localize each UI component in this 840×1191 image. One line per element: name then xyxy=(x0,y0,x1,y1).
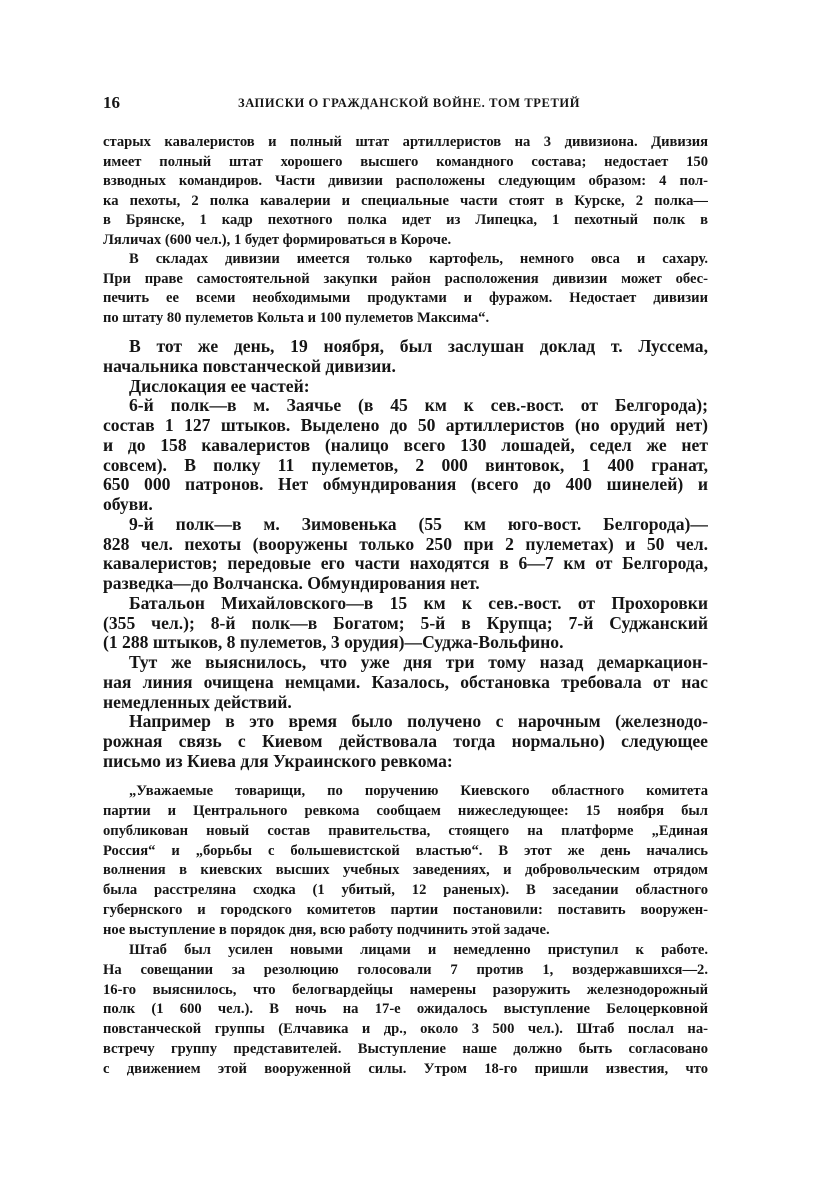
running-title: ЗАПИСКИ О ГРАЖДАНСКОЙ ВОЙНЕ. ТОМ ТРЕТИЙ xyxy=(238,96,581,110)
text-line: губернского и городского комитетов партии постановили: поставить вооружен- xyxy=(103,902,708,919)
text-line: 16-го выяснилось, что белогвардейцы намерены разоружить железнодорожный xyxy=(103,981,708,998)
text-line: (1 288 штыков, 8 пулеметов, 3 орудия)—Суджа-Вольфино. xyxy=(103,633,564,653)
paragraph xyxy=(103,515,708,594)
text-line: Например в это время было получено с нарочным (железнодо- xyxy=(129,712,708,732)
paragraph xyxy=(103,712,708,771)
text-line: начальника повстанческой дивизии. xyxy=(103,356,396,376)
text-line: повстанческой группы (Елчавика и др., около 3 500 чел.). Штаб послал на- xyxy=(103,1021,708,1038)
text-line: немедленных действий. xyxy=(103,692,292,712)
paragraph xyxy=(103,941,708,1080)
text-line: старых кавалеристов и полный штат артиллеристов на 3 дивизиона. Дивизия xyxy=(103,134,708,150)
text-line: В тот же день, 19 ноября, был заслушан доклад т. Луссема, xyxy=(129,337,708,356)
paragraph xyxy=(103,337,708,377)
text-line: 9-й полк—в м. Зимовенька (55 км юго-вост. Белгорода)— xyxy=(129,514,708,534)
paragraph xyxy=(103,594,708,653)
text-line: Россия“ и „борьбы с большевистской властью“. В этот же день начались xyxy=(103,842,708,859)
paragraph xyxy=(103,782,708,941)
text-line: Тут же выяснилось, что уже дня три тому назад демаркацион- xyxy=(129,653,708,672)
text-line: и до 158 кавалеристов (налицо всего 130 лошадей, седел же нет xyxy=(103,435,708,455)
text-line: совсем). В полку 11 пулеметов, 2 000 винтовок, 1 400 гранат, xyxy=(103,455,708,475)
text-line: разведка—до Волчанска. Обмундирования нет. xyxy=(103,574,480,593)
text-line: 6-й полк—в м. Заячье (в 45 км к сев.-вост. от Белгорода); xyxy=(129,396,708,416)
text-line: взводных командиров. Части дивизии расположены следующим образом: 4 пол- xyxy=(103,173,708,189)
text-line: встречу группу представителей. Выступление наше должно быть согласовано xyxy=(103,1041,708,1058)
text-line: ное выступление в порядок дня, всю работу подчинить этой задаче. xyxy=(103,922,550,939)
text-line: письмо из Киева для Украинского ревкома: xyxy=(103,751,453,771)
paragraph xyxy=(103,133,708,250)
body-section-division-report xyxy=(103,133,708,328)
page-number: 16 xyxy=(103,93,120,112)
text-line: 650 000 патронов. Нет обмундирования (всего до 400 шинелей) и xyxy=(103,475,708,495)
text-line: по штату 80 пулеметов Кольта и 100 пулеметов Максима“. xyxy=(103,309,490,326)
text-line: При праве самостоятельной закупки район расположения дивизии может обес- xyxy=(103,270,708,287)
text-line: опубликован новый состав правительства, стоящего на платформе „Единая xyxy=(103,822,708,839)
text-line: обуви. xyxy=(103,495,153,514)
text-line: „Уважаемые товарищи, по поручению Киевского областного комитета xyxy=(129,783,708,799)
paragraph xyxy=(103,377,708,397)
text-line: (355 чел.); 8-й полк—в Богатом; 5-й в Крупца; 7-й Суджанский xyxy=(103,613,708,633)
text-line: печить ее всеми необходимыми продуктами и фуражом. Недостает дивизии xyxy=(103,290,708,306)
text-line: Батальон Михайловского—в 15 км к сев.-вост. от Прохоровки xyxy=(129,593,708,613)
text-line: 828 чел. пехоты (вооружены только 250 при 2 пулеметах) и 50 чел. xyxy=(103,534,708,554)
text-line: Ляличах (600 чел.), 1 будет формироваться в Короче. xyxy=(103,231,452,248)
body-section-dislocation xyxy=(103,337,708,772)
text-line: кавалеристов; передовые его части находятся в 6—7 км от Белгорода, xyxy=(103,554,708,574)
paragraph xyxy=(103,250,708,328)
text-line: в Брянске, 1 кадр пехотного полка идет из Липецка, 1 пехотный полк в xyxy=(103,212,708,228)
text-line: партии и Центрального ревкома сообщаем нижеследующее: 15 ноября был xyxy=(103,802,708,819)
text-line: На совещании за резолюцию голосовали 7 против 1, воздержавшихся—2. xyxy=(103,961,708,978)
text-line: состав 1 127 штыков. Выделено до 50 артиллеристов (но орудий нет) xyxy=(103,416,708,435)
text-line: ная линия очищена немцами. Казалось, обстановка требовала от нас xyxy=(103,672,708,692)
text-line: полк (1 600 чел.). В ночь на 17-е ожидалось выступление Белоцерковной xyxy=(103,1001,708,1018)
body-section-kiev-letter xyxy=(103,782,708,1080)
text-line: была расстреляна сходка (1 убитый, 12 раненых). В заседании областного xyxy=(103,882,708,899)
text-line: рожная связь с Киевом действовала тогда нормально) следующее xyxy=(103,732,708,751)
text-line: Штаб был усилен новыми лицами и немедленно приступил к работе. xyxy=(129,941,708,958)
text-line: В складах дивизии имеется только картофель, немного овса и сахару. xyxy=(129,251,708,267)
paragraph xyxy=(103,396,708,515)
text-line: ка пехоты, 2 полка кавалерии и специальные части стоят в Курске, 2 полка— xyxy=(103,192,708,209)
text-line: Дислокация ее частей: xyxy=(129,376,310,396)
paragraph xyxy=(103,653,708,712)
text-line: с движением этой вооруженной силы. Утром 18-го пришли известия, что xyxy=(103,1061,708,1078)
text-line: имеет полный штат хорошего высшего командного состава; недостает 150 xyxy=(103,153,708,170)
text-line: волнения в киевских высших учебных заведениях, и добровольческим отрядом xyxy=(103,862,708,879)
